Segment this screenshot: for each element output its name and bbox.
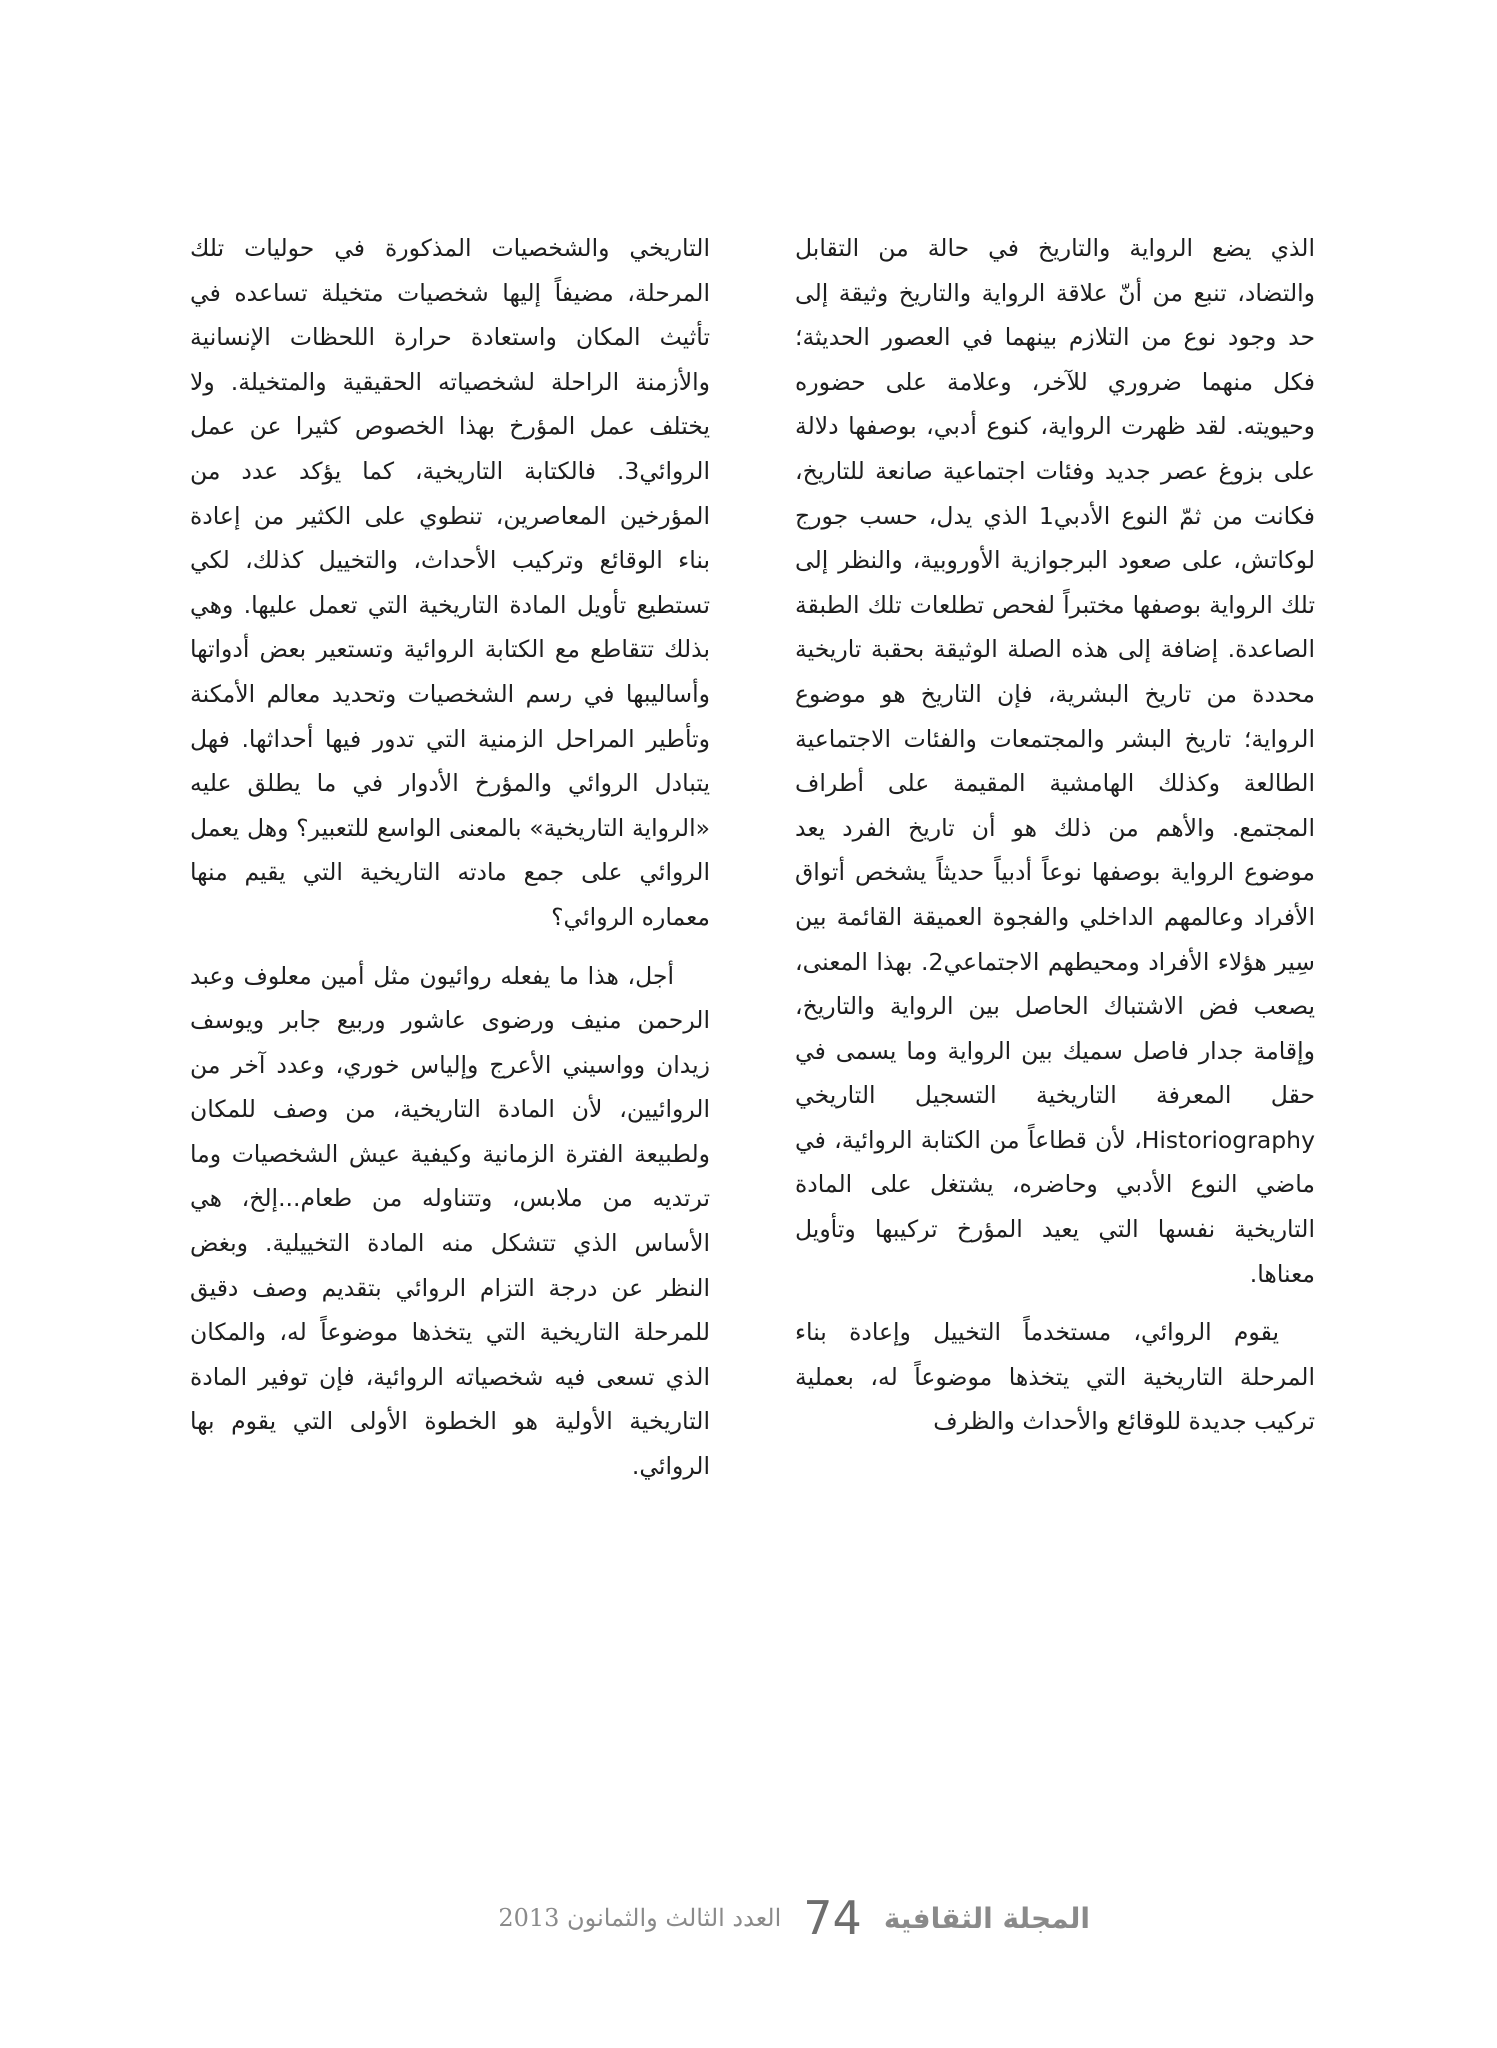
page-footer [430,1888,1090,1948]
article-column-right [795,226,1315,1444]
article-column-left [190,226,710,1489]
paragraph: يقوم الروائي، مستخدماً التخييل وإعادة بناء المرحلة التاريخية التي يتخذها موضوعاً له، بعملية تركيب جديدة للوقائع والأحداث والظرف [795,1318,1315,1436]
paragraph: الذي يضع الرواية والتاريخ في حالة من التقابل والتضاد، تنبع من أنّ علاقة الرواية والتاريخ وثيقة إلى حد وجود نوع من التلازم بينهما في العصور الحديثة؛ فكل منهما ضروري للآخر، وعلامة على حضوره وحيويته. لقد ظهرت الرواية، كنوع أدبي، بوصفها دلالة على بزوغ عصر جديد وفئات اجتماعية صانعة للتاريخ، فكانت من ثمّ النوع الأدبي1 الذي يدل، حسب جورج لوكاتش، على صعود البرجوازية الأوروبية، والنظر إلى تلك الرواية بوصفها مختبراً لفحص تطلعات تلك الطبقة الصاعدة. إضافة إلى هذه الصلة الوثيقة بحقبة تاريخية محددة من تاريخ البشرية، فإن التاريخ هو موضوع الرواية؛ تاريخ البشر والمجتمعات والفئات الاجتماعية الطالعة وكذلك الهامشية المقيمة على أطراف المجتمع. والأهم من ذلك هو أن تاريخ الفرد يعد موضوع الرواية بوصفها نوعاً أدبياً حديثاً يشخص أتواق الأفراد وعالمهم الداخلي والفجوة العميقة القائمة بين سِير هؤلاء الأفراد ومحيطهم الاجتماعي2. بهذا المعنى، يصعب فض الاشتباك الحاصل بين الرواية والتاريخ، وإقامة جدار فاصل سميك بين الرواية وما يسمى في حقل المعرفة التاريخية التسجيل التاريخي Historiography، لأن قطاعاً من الكتابة الروائية، في ماضي النوع الأدبي وحاضره، يشتغل على المادة التاريخية نفسها التي يعيد المؤرخ تركيبها وتأويل معناها. [795,234,1315,1288]
page-number: 74 [803,1891,862,1945]
paragraph: أجل، هذا ما يفعله روائيون مثل أمين معلوف وعبد الرحمن منيف ورضوى عاشور وربيع جابر ويوسف زيدان وواسيني الأعرج وإلياس خوري، وعدد آخر من الروائيين، لأن المادة التاريخية، من وصف للمكان ولطبيعة الفترة الزمانية وكيفية عيش الشخصيات وما ترتديه من ملابس، وتتناوله من طعام...إلخ، هي الأساس الذي تتشكل منه المادة التخييلية. وبغض النظر عن درجة التزام الروائي بتقديم وصف دقيق للمرحلة التاريخية التي يتخذها موضوعاً له، والمكان الذي تسعى فيه شخصياته الروائية، فإن توفير المادة التاريخية الأولية هو الخطوة الأولى التي يقوم بها الروائي. [190,961,710,1481]
magazine-name: المجلة الثقافية [883,1901,1090,1935]
paragraph: التاريخي والشخصيات المذكورة في حوليات تلك المرحلة، مضيفاً إليها شخصيات متخيلة تساعده في تأثيث المكان واستعادة حرارة اللحظات الإنسانية والأزمنة الراحلة لشخصياته الحقيقية والمتخيلة. ولا يختلف عمل المؤرخ بهذا الخصوص كثيرا عن عمل الروائي3. فالكتابة التاريخية، كما يؤكد عدد من المؤرخين المعاصرين، تنطوي على الكثير من إعادة بناء الوقائع وتركيب الأحداث، والتخييل كذلك، لكي تستطيع تأويل المادة التاريخية التي تعمل عليها. وهي بذلك تتقاطع مع الكتابة الروائية وتستعير بعض أدواتها وأساليبها في رسم الشخصيات وتحديد معالم الأمكنة وتأطير المراحل الزمنية التي تدور فيها أحداثها. فهل يتبادل الروائي والمؤرخ الأدوار في ما يطلق عليه «الرواية التاريخية» بالمعنى الواسع للتعبير؟ وهل يعمل الروائي على جمع مادته التاريخية التي يقيم منها معماره الروائي؟ [190,234,710,931]
issue-label: العدد الثالث والثمانون 2013 [498,1904,782,1932]
